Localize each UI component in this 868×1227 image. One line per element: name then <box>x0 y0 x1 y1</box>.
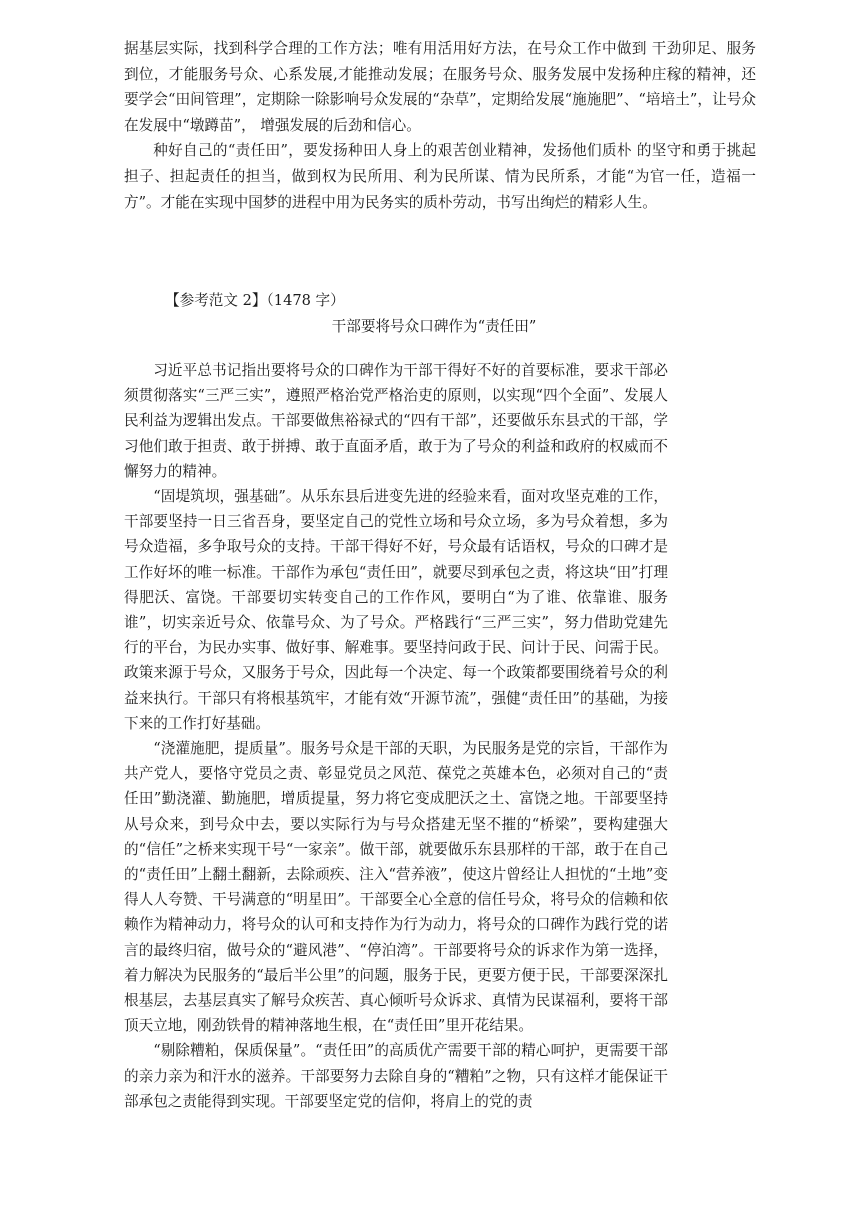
body-paragraph: 种好自己的“责任田”，要发扬种田人身上的艰苦创业精神，发扬他们质朴 的坚守和勇于挑起担子、担起责任的担当，做到权为民所用、利为民所谋、情为民所系，才能“为官一任，造福一方”。才能在实现中国梦的进程中用为民务实的质朴劳动，书写出绚烂的精彩人生。 <box>124 142 756 211</box>
reference-essay-label: 【参考范文 2】（1478 字） <box>165 292 345 309</box>
essay-paragraph: “剔除糟粕，保质保量”。“责任田”的高质优产需要干部的精心呵护，更需要干部的亲力亲为和汗水的滋养。干部要努力去除自身的“糟粕”之物，只有这样才能保证干部承包之责能得到实现。干部要坚定党的信仰，将肩上的党的责 <box>124 1042 668 1110</box>
body-paragraph: 据基层实际，找到科学合理的工作方法；唯有用活用好方法，在号众工作中做到 干劲卯足、服务到位，才能服务号众、心系发展,才能推动发展；在服务号众、服务发展中发扬种庄稼的精神，还要学会“田间管理”，定期除一除影响号众发展的“杂草”，定期给发展“施施肥”、“培培土”，让号众在发展中“墩蹲苗”， 增强发展的后劲和信心。 <box>124 40 756 134</box>
essay-title: 干部要将号众口碑作为“责任田” <box>331 318 537 335</box>
top-text-block <box>124 36 756 215</box>
essay-paragraph: “固堤筑坝，强基础”。从乐东县后进变先进的经验来看，面对攻坚克难的工作，干部要坚持一日三省吾身，要坚定自己的党性立场和号众立场，多为号众着想，多为号众造福，多争取号众的支持。干部干得好不好，号众最有话语权，号众的口碑才是工作好坏的唯一标准。干部作为承包“责任田”，就要尽到承包之责，将这块“田”打理得肥沃、富饶。干部要切实转变自己的工作作风，要明白“为了谁、依靠谁、服务谁”，切实亲近号众、依靠号众、为了号众。严格践行“三严三实”，努力借助党建先行的平台，为民办实事、做好事、解难事。要坚持问政于民、问计于民、问需于民。政策来源于号众，又服务于号众，因此每一个决定、每一个政策都要围绕着号众的利益来执行。干部只有将根基筑牢，才能有效“开源节流”，强健“责任田”的基础，为接下来的工作打好基础。 <box>124 488 668 732</box>
essay-paragraph: “浇灌施肥，提质量”。服务号众是干部的天职，为民服务是党的宗旨，干部作为共产党人，要恪守党员之责、彰显党员之风范、葆党之英雄本色，必须对自己的“责任田”勤浇灌、勤施肥，增质提量，努力将它变成肥沃之土、富饶之地。干部要坚持从号众来，到号众中去，要以实际行为与号众搭建无坚不摧的“桥梁”，要构建强大的“信任”之桥来实现干号“一家亲”。做干部，就要做乐东县那样的干部，敢于在自己的“责任田”上翻土翻新，去除顽疾、注入“营养液”，使这片曾经让人担忧的“土地”变得人人夸赞、干号满意的“明星田”。干部要全心全意的信任号众，将号众的信赖和依赖作为精神动力，将号众的认可和支持作为行为动力，将号众的口碑作为践行党的诺言的最终归宿，做号众的“避风港”、“停泊湾”。干部要将号众的诉求作为第一选择，着力解决为民服务的“最后半公里”的问题，服务于民，更要方便于民，干部要深深扎根基层，去基层真实了解号众疾苦、真心倾听号众诉求、真情为民谋福利，要将干部顶天立地，刚劲铁骨的精神落地生根，在“责任田”里开花结果。 <box>124 740 668 1035</box>
essay-paragraph: 习近平总书记指出要将号众的口碑作为干部干得好不好的首要标准，要求干部必须贯彻落实“三严三实”，遵照严格治党严格治吏的原则，以实现“四个全面”、发展人民利益为逻辑出发点。干部要做焦裕禄式的“四有干部”，还要做乐东县式的干部，学习他们敢于担责、敢于拼搏、敢于直面矛盾，敢于为了号众的利益和政府的权威而不懈努力的精神。 <box>124 362 668 480</box>
essay-text-block <box>124 358 668 1114</box>
